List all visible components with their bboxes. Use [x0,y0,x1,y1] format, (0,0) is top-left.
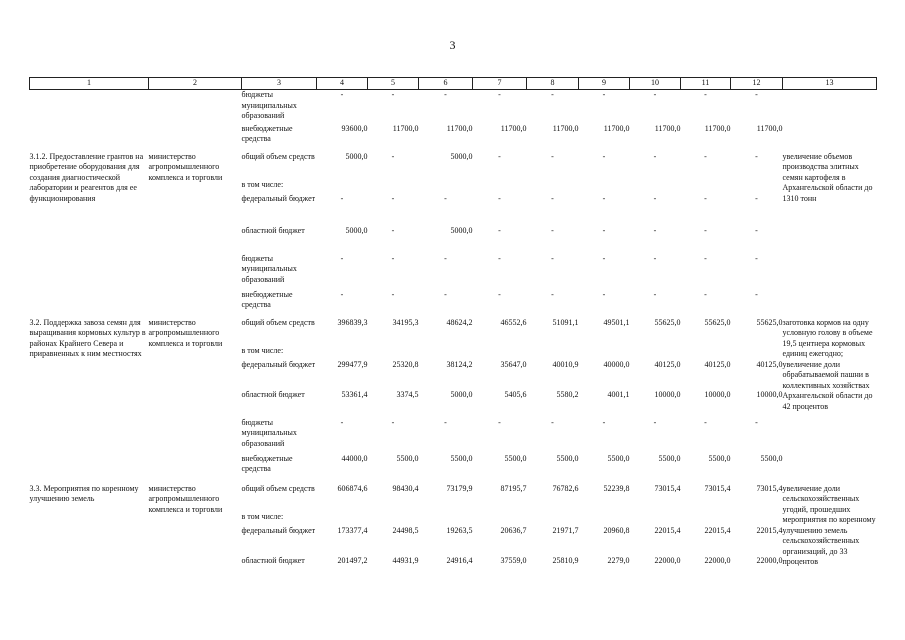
amount-cell: 606874,6 [337,483,368,493]
amount-cell: 55625,0 [704,317,731,327]
amount-cell: 40125,0 [756,359,783,369]
amount-cell [630,180,681,194]
amount-cell: - [755,253,758,263]
amount-cell: - [653,417,657,427]
amount-cell: - [602,151,606,161]
executor-name: министерство агропромышленного комплекса и торговли [148,483,223,514]
amount-cell: 201497,2 [337,555,368,565]
amount-cell: 98430,4 [392,483,419,493]
amount-cell: - [340,253,344,263]
amount-cell: 53361,4 [341,389,368,399]
amount-cell: 22015,4 [704,525,731,535]
amount-cell: 55625,0 [654,317,681,327]
amount-cell: 5500,0 [658,453,681,463]
amount-cell [317,512,368,526]
funding-source: федеральный бюджет [241,193,316,203]
amount-cell: - [602,289,606,299]
amount-cell: - [653,151,657,161]
amount-cell: 5000,0 [450,389,473,399]
amount-cell [681,512,731,526]
amount-cell: - [391,253,395,263]
amount-cell: - [391,225,395,235]
amount-cell: 40125,0 [704,359,731,369]
amount-cell: - [498,253,501,263]
amount-cell [731,180,783,194]
amount-cell: 5500,0 [607,453,630,463]
amount-cell: 11700,0 [446,123,473,133]
amount-cell: - [444,417,447,427]
column-header: 9 [579,78,630,90]
amount-cell: - [551,193,554,203]
column-header: 11 [681,78,731,90]
amount-cell: 40010,9 [552,359,579,369]
amount-cell: 21971,7 [552,525,579,535]
amount-cell [419,346,473,360]
amount-cell: 20960,8 [603,525,630,535]
amount-cell: 5000,0 [345,151,368,161]
column-header: 13 [783,78,877,90]
amount-cell: 76782,6 [552,483,579,493]
column-header: 6 [419,78,473,90]
amount-cell: - [391,193,395,203]
amount-cell: - [551,417,554,427]
amount-cell: 2279,0 [607,555,630,565]
amount-cell: 93600,0 [341,123,368,133]
amount-cell: - [391,417,395,427]
amount-cell: - [340,289,344,299]
funding-source: в том числе: [241,511,284,521]
amount-cell: 38124,2 [446,359,473,369]
amount-cell: 5500,0 [556,453,579,463]
funding-source: общий объем средств [241,317,315,327]
amount-cell: - [551,151,554,161]
amount-cell: - [391,289,395,299]
amount-cell: - [704,90,707,99]
funding-source: федеральный бюджет [241,359,316,369]
amount-cell: 299477,9 [337,359,368,369]
amount-cell: 55625,0 [756,317,783,327]
amount-cell: 49501,1 [603,317,630,327]
amount-cell: - [391,90,395,99]
column-header: 3 [242,78,317,90]
column-header: 5 [368,78,419,90]
funding-source: общий объем средств [241,483,315,493]
amount-cell: - [755,151,758,161]
measure-name [30,90,149,152]
amount-cell: - [551,90,554,99]
column-header: 4 [317,78,368,90]
amount-cell: 5500,0 [504,453,527,463]
amount-cell: - [551,225,554,235]
amount-cell [579,346,630,360]
funding-source: федеральный бюджет [241,525,316,535]
funding-source: областной бюджет [241,225,305,235]
amount-cell: 48624,2 [446,317,473,327]
amount-cell: 5000,0 [450,225,473,235]
amount-cell: - [755,225,758,235]
amount-cell: 11700,0 [704,123,731,133]
amount-cell: - [444,193,447,203]
amount-cell: 51091,1 [552,317,579,327]
amount-cell [473,346,527,360]
amount-cell: - [340,193,344,203]
funding-source: бюджеты муниципальных образований [241,253,297,284]
column-header: 8 [527,78,579,90]
amount-cell: 4001,1 [607,389,630,399]
table-body [30,90,877,584]
amount-cell: - [704,253,707,263]
amount-cell: 46552,6 [500,317,527,327]
amount-cell: 44931,9 [392,555,419,565]
amount-cell: - [551,289,554,299]
amount-cell: - [602,193,606,203]
amount-cell: 22000,0 [654,555,681,565]
amount-cell: - [498,151,501,161]
expected-result: заготовка кормов на одну условную голову в объеме 19,5 центнера кормовых единиц ежегодно; увеличение доли обрабатываемой пашни в коллективных хозяйствах Архангельской области до 42 процентов [782,317,873,411]
amount-cell [473,180,527,194]
amount-cell [731,346,783,360]
amount-cell: 396839,3 [337,317,368,327]
funding-source: общий объем средств [241,151,315,161]
executor-name: министерство агропромышленного комплекса и торговли [148,317,223,348]
amount-cell: - [755,90,758,99]
amount-cell [368,346,419,360]
amount-cell: - [602,417,606,427]
amount-cell: - [498,90,501,99]
amount-cell: 35647,0 [500,359,527,369]
funding-source: бюджеты муниципальных образований [241,417,297,448]
page-number: 3 [449,38,456,52]
amount-cell [630,512,681,526]
amount-cell [731,512,783,526]
amount-cell: - [653,253,657,263]
amount-cell: 24498,5 [392,525,419,535]
amount-cell: 11700,0 [756,123,783,133]
table-row [30,90,877,124]
funding-source: в том числе: [241,345,284,355]
amount-cell: 22015,4 [654,525,681,535]
amount-cell: - [653,193,657,203]
amount-cell [419,180,473,194]
amount-cell [317,180,368,194]
amount-cell [473,512,527,526]
funding-source: бюджеты муниципальных образований [241,90,297,120]
amount-cell: - [602,253,606,263]
amount-cell [368,180,419,194]
amount-cell: 73179,9 [446,483,473,493]
amount-cell [527,346,579,360]
amount-cell: - [704,225,707,235]
funding-source: внебюджетные средства [241,123,293,143]
measure-name: 3.1.2. Предоставление грантов на приобретение оборудования для создания диагностической лаборатории и реагентов для ее функционирования [29,151,144,203]
amount-cell: 3374,5 [396,389,419,399]
expected-result: увеличение доли сельскохозяйственных угодий, прошедших мероприятия по коренному улучшению земель сельскохозяйственных организаций, до 33 процентов [782,483,876,566]
amount-cell: 5500,0 [396,453,419,463]
amount-cell [317,346,368,360]
amount-cell: 22015,4 [756,525,783,535]
amount-cell: - [498,289,501,299]
amount-cell: 5500,0 [760,453,783,463]
amount-cell: 5405,6 [504,389,527,399]
amount-cell: 10000,0 [654,389,681,399]
amount-cell: - [551,253,554,263]
table-row [30,484,877,512]
table-row [30,152,877,180]
amount-cell: - [602,225,606,235]
column-header: 10 [630,78,681,90]
amount-cell: 22000,0 [704,555,731,565]
amount-cell: - [391,151,395,161]
amount-cell: - [704,289,707,299]
amount-cell: 5500,0 [708,453,731,463]
amount-cell: 40000,0 [603,359,630,369]
column-header: 1 [30,78,149,90]
executor-name: министерство агропромышленного комплекса и торговли [148,151,223,182]
amount-cell: - [653,225,657,235]
amount-cell: - [755,417,758,427]
amount-cell: 20636,7 [500,525,527,535]
amount-cell: - [602,90,606,99]
amount-cell: 34195,3 [392,317,419,327]
funding-source: областной бюджет [241,389,305,399]
amount-cell: 40125,0 [654,359,681,369]
executor-name [149,90,242,152]
amount-cell: - [340,417,344,427]
amount-cell: - [444,253,447,263]
amount-cell: 73015,4 [704,483,731,493]
amount-cell [419,512,473,526]
amount-cell: 11700,0 [654,123,681,133]
amount-cell: 22000,0 [756,555,783,565]
funding-source: внебюджетные средства [241,453,293,473]
funding-source: в том числе: [241,179,284,189]
amount-cell: 44000,0 [341,453,368,463]
amount-cell: - [704,151,707,161]
amount-cell [368,512,419,526]
column-header: 7 [473,78,527,90]
amount-cell: 173377,4 [337,525,368,535]
header-row [30,78,877,90]
amount-cell: 11700,0 [603,123,630,133]
amount-cell: 52239,8 [603,483,630,493]
amount-cell [681,180,731,194]
budget-table [29,77,877,584]
amount-cell: - [340,90,344,99]
amount-cell: - [653,90,657,99]
amount-cell: 87195,7 [500,483,527,493]
amount-cell: 10000,0 [756,389,783,399]
amount-cell: 5500,0 [450,453,473,463]
funding-source: внебюджетные средства [241,289,293,309]
amount-cell: 5000,0 [450,151,473,161]
amount-cell: - [444,90,447,99]
amount-cell [579,180,630,194]
amount-cell: 11700,0 [552,123,579,133]
amount-cell: 5000,0 [345,225,368,235]
amount-cell: - [755,193,758,203]
amount-cell: 24916,4 [446,555,473,565]
column-header: 2 [149,78,242,90]
amount-cell [527,180,579,194]
amount-cell: 73015,4 [654,483,681,493]
amount-cell: 11700,0 [392,123,419,133]
amount-cell: - [444,289,447,299]
amount-cell: - [704,417,707,427]
funding-source: областной бюджет [241,555,305,565]
amount-cell: 25810,9 [552,555,579,565]
amount-cell: - [498,193,501,203]
amount-cell: 10000,0 [704,389,731,399]
amount-cell [681,346,731,360]
expected-result: увеличение объемов производства элитных семян картофеля в Архангельской области до 1310 тонн [782,151,873,203]
column-header: 12 [731,78,783,90]
amount-cell: 37559,0 [500,555,527,565]
amount-cell [527,512,579,526]
amount-cell [630,346,681,360]
amount-cell: - [704,193,707,203]
measure-name: 3.3. Мероприятия по коренному улучшению земель [29,483,139,503]
amount-cell: 11700,0 [500,123,527,133]
amount-cell: 73015,4 [756,483,783,493]
expected-result [783,90,877,152]
amount-cell: 25320,8 [392,359,419,369]
amount-cell [579,512,630,526]
amount-cell: 19263,5 [446,525,473,535]
measure-name: 3.2. Поддержка завоза семян для выращивания кормовых культур в районах Крайнего Севера и приравненных к ним местностях [29,317,146,358]
amount-cell: - [498,417,501,427]
amount-cell: 5580,2 [556,389,579,399]
amount-cell: - [498,225,501,235]
table-row [30,318,877,346]
amount-cell: - [755,289,758,299]
amount-cell: - [653,289,657,299]
